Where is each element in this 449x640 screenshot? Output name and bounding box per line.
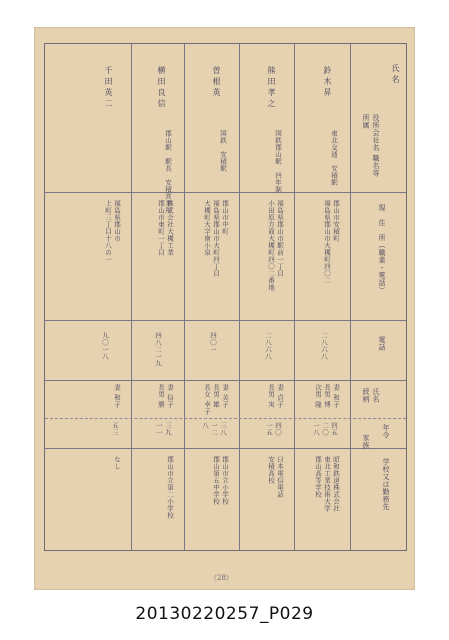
person-column: [132, 44, 184, 550]
person-school: 昭和鉄道株式会社 東北工業技術大学 郡山高等学校: [314, 456, 340, 512]
person-school: なし: [113, 456, 121, 470]
person-affiliation: 東北交通 安積駅: [330, 130, 338, 186]
page-number: （28）: [210, 574, 233, 582]
person-affiliation: 国鉄 安積駅: [219, 130, 227, 172]
person-name: 千田英二: [104, 66, 113, 110]
header-phone: 電話: [378, 336, 386, 351]
person-address: 郡山市安積町 福島県郡山市大槻町四〇二: [323, 200, 340, 284]
person-address: 福島県郡山市 上町三丁目十八の一: [104, 200, 121, 263]
person-address: 株式会社大槻工業 郡山市東町一丁目: [157, 200, 174, 256]
person-affiliation: 郡山駅 駅長 安積営業所: [164, 130, 172, 214]
header-relation: 続柄: [362, 388, 370, 403]
person-name: 熊田孝之: [267, 66, 276, 110]
person-phone: 九〇一八: [101, 332, 109, 360]
person-age: 五三: [111, 422, 119, 436]
person-address: 郡山市中町 福島県郡山市大町四丁目 大槻町大字南小泉: [203, 200, 229, 277]
person-school: 郡山市立小学校 郡山第五中学校: [212, 456, 229, 505]
header-family-name: 氏名: [372, 388, 380, 403]
person-address: 福島県郡山市駅前一丁目 小田原方面大槻町四〇二番地: [267, 200, 284, 291]
person-affiliation: 国鉄郡山駅 四年制: [274, 130, 282, 193]
person-phone: 四〇一: [209, 332, 217, 353]
person-phone: 二八六八: [264, 332, 272, 360]
header-affiliation-sub: 役所会社名 職名等: [372, 114, 380, 177]
header-family: 家族: [362, 434, 370, 449]
image-caption: 20130220257_P029: [135, 604, 314, 624]
person-column: [45, 44, 131, 550]
person-school: 日本電信電話 安積高校: [267, 456, 284, 498]
person-school: 郡山市立第二小学校: [166, 456, 174, 519]
header-school: 学校又は勤務先: [382, 458, 390, 511]
person-phone: 四八二一九: [154, 332, 162, 367]
person-age: 四五 二〇 一八: [312, 422, 338, 436]
header-affiliation: 所属: [362, 114, 370, 129]
document-page: [34, 27, 415, 590]
person-column: [295, 44, 350, 550]
header-address: 現 住 所（職業・電話）: [378, 204, 386, 294]
roster-table: [44, 43, 407, 551]
person-family: 妻 貞子 長男 実: [267, 384, 284, 408]
header-column: [351, 44, 408, 550]
person-age: 三九 一一: [155, 422, 172, 436]
person-column: [185, 44, 239, 550]
person-name: 曽根英: [212, 66, 221, 99]
header-age: 年令: [382, 424, 390, 439]
person-name: 鈴木昇: [323, 66, 332, 99]
person-age: 三八 一二 八: [201, 422, 227, 436]
person-phone: 二八六八: [320, 332, 328, 360]
person-name: 横田良信: [157, 66, 166, 110]
person-family: 妻 和子 長男 博 次男 隆: [314, 384, 340, 408]
person-column: [240, 44, 294, 550]
person-family: 妻 信子 長男 勝: [157, 384, 174, 408]
person-age: 四〇 一五: [265, 422, 282, 436]
person-family: 妻 和子: [113, 384, 121, 408]
person-family: 妻 美子 長男 雄 長女 幸子: [203, 384, 229, 415]
header-name: 氏名: [391, 64, 400, 86]
